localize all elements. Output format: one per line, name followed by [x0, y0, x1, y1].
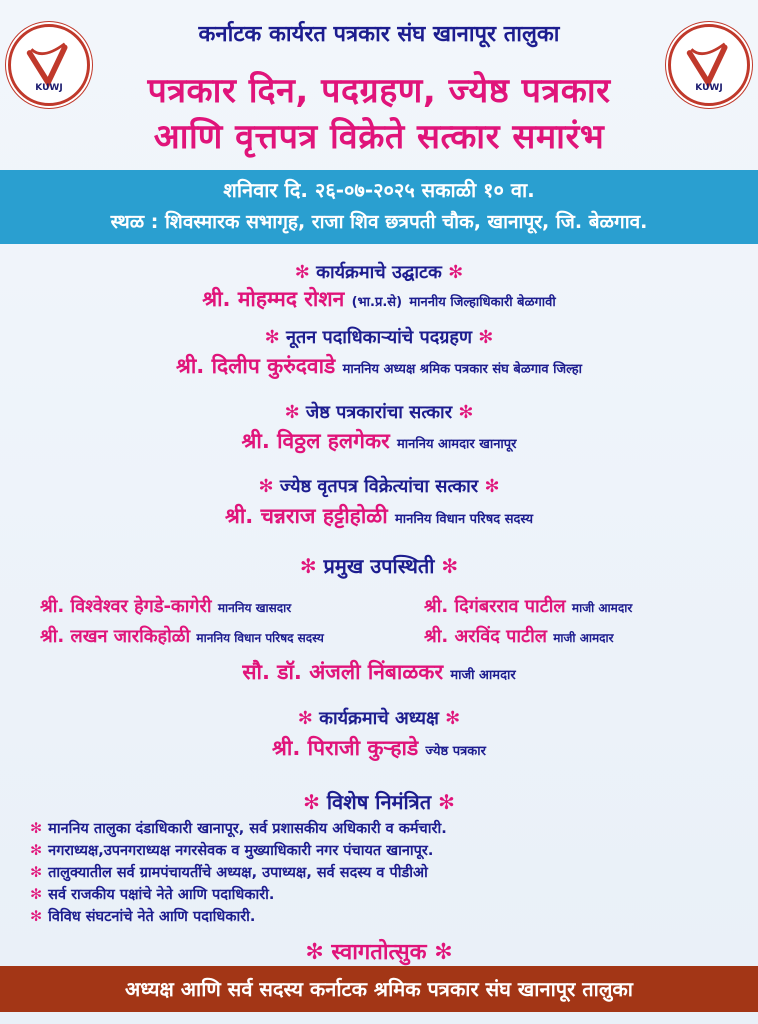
guest-3: श्री. लखन जारकिहोळी माननिय विधान परिषद सदस्य: [40, 626, 324, 647]
section-heading-president: ✻ कार्यक्रमाचे अध्यक्ष ✻: [297, 708, 461, 729]
guest-5: सौ. डॉ. अंजली निंबाळकर माजी आमदार: [242, 660, 516, 684]
welcome-line: ✻ स्वागतोत्सुक ✻: [305, 940, 453, 965]
headline-line-1: पत्रकार दिन, पदग्रहण, ज्येष्ठ पत्रकार: [147, 71, 611, 111]
special-invitees-list: [30, 818, 740, 928]
section-heading-presence: ✻ प्रमुख उपस्थिती ✻: [299, 554, 459, 578]
guest-1: श्री. विश्वेश्वर हेगडे-कागेरी माननिय खासदार: [40, 596, 292, 617]
logo-label: KUWJ: [35, 83, 63, 93]
event-date: शनिवार दि. २६-०७-२०२५ सकाळी १० वा.: [223, 178, 535, 202]
guest-4: श्री. अरविंद पाटील माजी आमदार: [424, 626, 614, 647]
section-heading-inauguration: ✻ कार्यक्रमाचे उद्घाटक ✻: [294, 262, 464, 283]
journalist-felicitation-guest: श्री. विठ्ठल हलगेकर माननिय आमदार खानापूर: [241, 429, 517, 453]
vendor-felicitation-guest: श्री. चन्नराज हट्टीहोळी माननिय विधान परिषद सदस्य: [225, 504, 533, 528]
installation-guest: श्री. दिलीप कुरुंदवाडे माननिय अध्यक्ष श्रमिक पत्रकार संघ बेळगाव जिल्हा: [175, 354, 583, 378]
section-heading-vendor-felicitation: ✻ ज्येष्ठ वृतपत्र विक्रेत्यांचा सत्कार ✻: [258, 476, 500, 497]
president: श्री. पिराजी कुऱ्हाडे ज्येष्ठ पत्रकार: [272, 736, 486, 760]
headline-line-2: आणि वृत्तपत्र विक्रेते सत्कार समारंभ: [153, 117, 605, 157]
section-heading-special-invitees: ✻ विशेष निमंत्रित ✻: [303, 790, 455, 814]
event-venue: स्थळ : शिवस्मारक सभागृह, राजा शिव छत्रपती चौक, खानापूर, जि. बेळगाव.: [110, 211, 648, 233]
footer-band: अध्यक्ष आणि सर्व सदस्य कर्नाटक श्रमिक पत्रकार संघ खानापूर तालुका: [0, 966, 758, 1012]
section-heading-journalist-felicitation: ✻ जेष्ठ पत्रकारांचा सत्कार ✻: [284, 402, 474, 423]
list-item: ✻ विविध संघटनांचे नेते आणि पदाधिकारी.: [30, 909, 256, 925]
section-heading-installation: ✻ नूतन पदाधिकाऱ्यांचे पदग्रहण ✻: [264, 327, 494, 348]
association-name: कर्नाटक कार्यरत पत्रकार संघ खानापूर तालुका: [198, 22, 560, 47]
list-item: ✻ माननिय तालुका दंडाधिकारी खानापूर, सर्व प्रशासकीय अधिकारी व कर्मचारी.: [30, 821, 447, 837]
list-item: ✻ सर्व राजकीय पक्षांचे नेते आणि पदाधिकारी.: [30, 887, 275, 903]
list-item: ✻ तालुक्यातील सर्व ग्रामपंचायतींचे अध्यक्ष, उपाध्यक्ष, सर्व सदस्य व पीडीओ: [30, 865, 428, 881]
guest-2: श्री. दिगंबरराव पाटील माजी आमदार: [424, 596, 633, 617]
list-item: ✻ नगराध्यक्ष,उपनगराध्यक्ष नगरसेवक व मुख्याधिकारी नगर पंचायत खानापूर.: [30, 843, 434, 859]
logo-label: KUWJ: [695, 83, 723, 93]
inaugurator: श्री. मोहम्मद रोशन (भा.प्र.से) माननीय जिल्हाधिकारी बेळगावी: [202, 287, 556, 311]
